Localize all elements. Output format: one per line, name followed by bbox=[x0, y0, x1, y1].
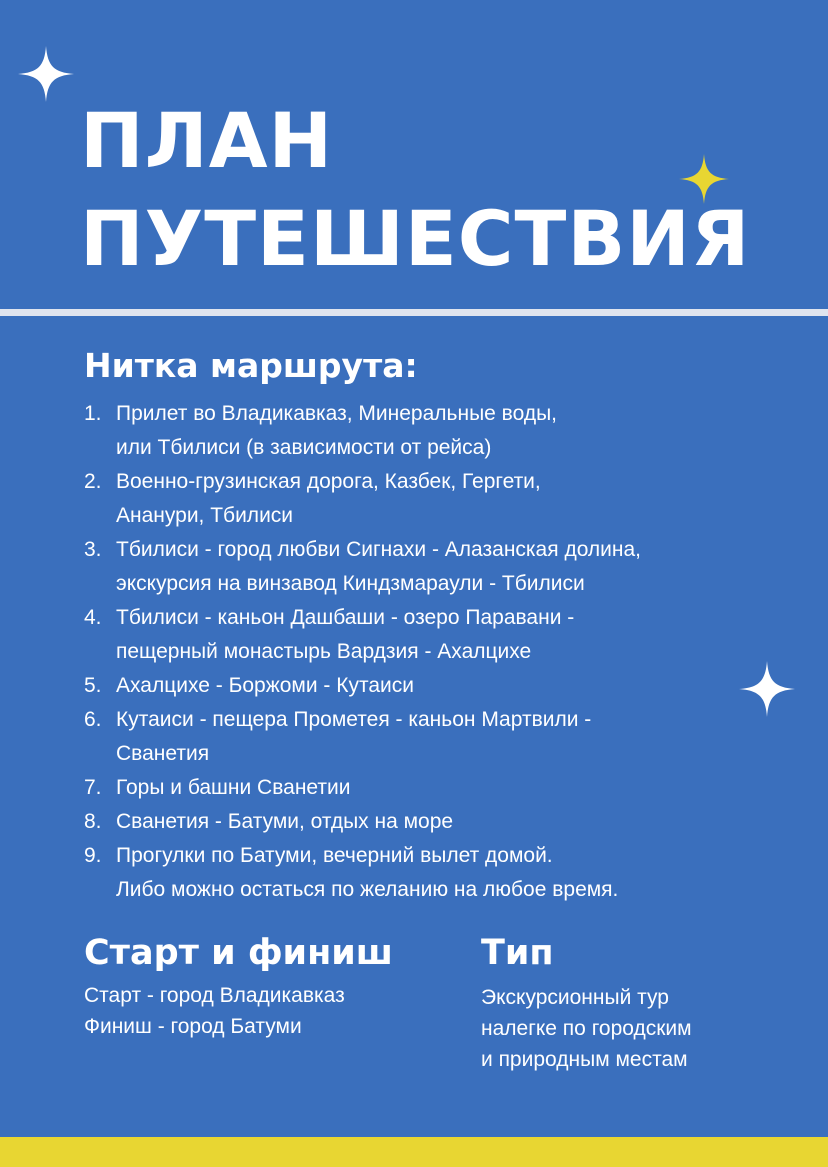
route-item-number: 1. bbox=[84, 402, 102, 425]
title-line-1: ПЛАН bbox=[80, 96, 334, 185]
route-item-text: Тбилиси - каньон Дашбаши - озеро Паравани - пещерный монастырь Вардзия - Ахалцихе bbox=[116, 606, 575, 663]
tour-type-line-3: и природным местам bbox=[481, 1048, 688, 1071]
finish-line: Финиш - город Батуми bbox=[84, 1015, 302, 1038]
route-item-8 bbox=[84, 805, 784, 839]
route-item-number: 6. bbox=[84, 708, 102, 731]
route-item-5 bbox=[84, 669, 784, 703]
title-line-2: ПУТЕШЕСТВИЯ bbox=[80, 194, 751, 283]
route-item-text: Сванетия - Батуми, отдых на море bbox=[116, 810, 454, 833]
route-item-text: Ахалцихе - Боржоми - Кутаиси bbox=[116, 674, 415, 697]
route-item-text: Кутаиси - пещера Прометея - каньон Мартвили - Сванетия bbox=[116, 708, 592, 765]
route-item-4 bbox=[84, 601, 784, 669]
route-item-text: Прогулки по Батуми, вечерний вылет домой. Либо можно остаться по желанию на любое время. bbox=[116, 844, 619, 901]
route-item-text: Военно-грузинская дорога, Казбек, Гергети, Ананури, Тбилиси bbox=[116, 470, 541, 527]
route-item-9 bbox=[84, 839, 784, 907]
route-item-text: Тбилиси - город любви Сигнахи - Алазанская долина, экскурсия на винзавод Киндзмараули - Тбилиси bbox=[116, 538, 642, 595]
tour-type-line-2: налегке по городским bbox=[481, 1017, 692, 1040]
route-heading: Нитка маршрута: bbox=[84, 346, 418, 385]
route-list bbox=[84, 397, 784, 907]
bottom-yellow-band bbox=[0, 1137, 828, 1167]
tour-type-text bbox=[481, 982, 801, 1075]
start-line: Старт - город Владикавказ bbox=[84, 984, 345, 1007]
sparkle-star-icon-top-left bbox=[18, 46, 74, 102]
route-item-number: 8. bbox=[84, 810, 102, 833]
route-item-1 bbox=[84, 397, 784, 465]
route-item-number: 7. bbox=[84, 776, 102, 799]
route-item-6 bbox=[84, 703, 784, 771]
start-finish-text bbox=[84, 980, 345, 1042]
route-item-2 bbox=[84, 465, 784, 533]
route-item-7 bbox=[84, 771, 784, 805]
route-item-number: 3. bbox=[84, 538, 102, 561]
route-item-number: 5. bbox=[84, 674, 102, 697]
tour-type-line-1: Экскурсионный тур bbox=[481, 986, 669, 1009]
route-item-text: Горы и башни Сванетии bbox=[116, 776, 351, 799]
route-item-number: 2. bbox=[84, 470, 102, 493]
start-finish-heading: Старт и финиш bbox=[84, 933, 393, 973]
header-divider bbox=[0, 309, 828, 316]
route-item-3 bbox=[84, 533, 784, 601]
tour-type-heading: Тип bbox=[481, 933, 554, 973]
route-item-text: Прилет во Владикавказ, Минеральные воды, или Тбилиси (в зависимости от рейса) bbox=[116, 402, 557, 459]
route-item-number: 9. bbox=[84, 844, 102, 867]
poster-title bbox=[80, 92, 750, 288]
route-item-number: 4. bbox=[84, 606, 102, 629]
